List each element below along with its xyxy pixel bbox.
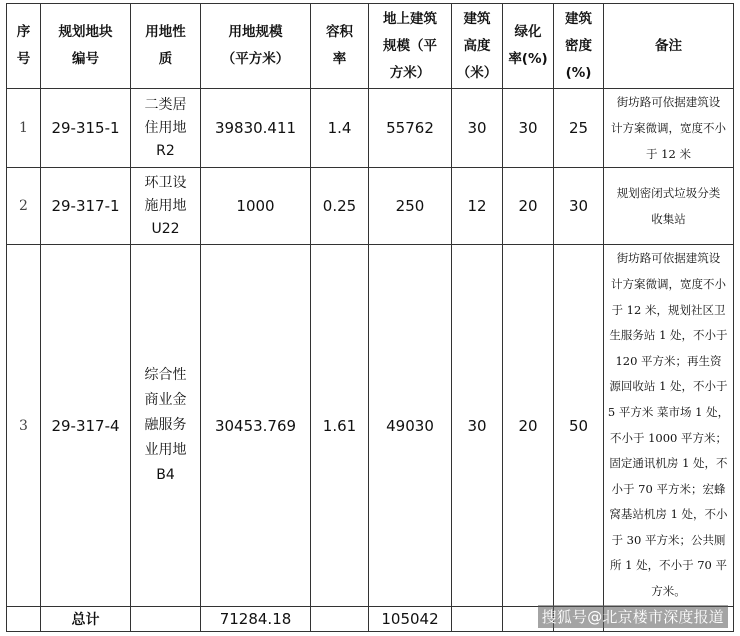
table-row [7, 89, 734, 168]
total-index-cell [7, 607, 41, 632]
total-nature-cell [131, 607, 201, 632]
row-land-use [131, 168, 201, 245]
header-note-label: 备注 [655, 37, 682, 54]
header-green-label: 绿化 率(%) [508, 24, 548, 67]
land-use-line: 商业金 [144, 392, 187, 408]
header-index [7, 4, 41, 89]
table-row [7, 168, 734, 245]
watermark: 搜狐号@北京楼市深度报道 [538, 605, 728, 628]
row-note: 街坊路可依据建筑设 计方案微调，宽度不小 于 12 米 [604, 89, 734, 168]
header-plot-label: 规划地块 编号 [58, 24, 113, 67]
land-plan-table [6, 3, 734, 632]
land-use-line: 住用地 [144, 119, 187, 136]
row-green: 20 [503, 168, 554, 245]
header-far-label: 容积 率 [326, 24, 353, 67]
row-note: 街坊路可依据建筑设 计方案微调，宽度不小 于 12 米，规划社区卫 生服务站 1 处，不小于 120 平方米；再生资 源回收站 1 处，不小于 5 平方米 菜市场 1 处， 不小于 1000 平方米； 固定通讯机房 1 处，不 小于 70 平方米；宏蜂 窝基站机房 1 处，不小 于 30 平方米；公共厕 所 1 处，不小于 70 平 方米。 [604, 245, 734, 607]
row-land-use [131, 89, 201, 168]
total-height-cell [452, 607, 503, 632]
total-gfa: 105042 [369, 607, 452, 632]
header-density-label: 建筑 密度 (%) [565, 10, 592, 81]
row-index: 2 [7, 168, 41, 245]
header-area [201, 4, 311, 89]
total-label: 总计 [41, 607, 131, 632]
total-far-cell [311, 607, 369, 632]
row-area: 1000 [201, 168, 311, 245]
row-index: 3 [7, 245, 41, 607]
row-gfa: 49030 [369, 245, 452, 607]
land-use-line: U22 [151, 220, 180, 237]
row-area: 30453.769 [201, 245, 311, 607]
land-use-line: 综合性 [144, 367, 187, 383]
row-density: 25 [554, 89, 604, 168]
header-density [554, 4, 604, 89]
row-plot-id: 29-315-1 [41, 89, 131, 168]
row-plot-id: 29-317-4 [41, 245, 131, 607]
header-nature [131, 4, 201, 89]
row-height: 30 [452, 89, 503, 168]
header-nature-label: 用地性 质 [145, 24, 186, 67]
land-use-line: 业用地 [144, 442, 187, 458]
row-green: 20 [503, 245, 554, 607]
row-index: 1 [7, 89, 41, 168]
row-far: 0.25 [311, 168, 369, 245]
header-note [604, 4, 734, 89]
row-land-use [131, 245, 201, 607]
row-gfa: 55762 [369, 89, 452, 168]
row-density: 30 [554, 168, 604, 245]
row-green: 30 [503, 89, 554, 168]
header-gfa [369, 4, 452, 89]
total-area: 71284.18 [201, 607, 311, 632]
header-area-label: 用地规模 （平方米） [221, 24, 290, 67]
land-use-line: 环卫设 [144, 174, 187, 191]
header-height-label: 建筑 高度 （米） [456, 10, 498, 81]
land-use-line: 施用地 [144, 197, 187, 214]
row-plot-id: 29-317-1 [41, 168, 131, 245]
row-far: 1.61 [311, 245, 369, 607]
land-use-line: 二类居 [144, 96, 187, 113]
header-index-label: 序 号 [16, 24, 31, 67]
header-plot [41, 4, 131, 89]
row-density: 50 [554, 245, 604, 607]
row-height: 30 [452, 245, 503, 607]
land-use-line: B4 [156, 467, 175, 483]
header-far [311, 4, 369, 89]
row-note: 规划密闭式垃圾分类 收集站 [604, 168, 734, 245]
row-height: 12 [452, 168, 503, 245]
land-use-line: 融服务 [144, 417, 187, 433]
row-area: 39830.411 [201, 89, 311, 168]
header-gfa-label: 地上建筑 规模（平 方米） [383, 10, 437, 81]
header-green [503, 4, 554, 89]
land-use-line: R2 [156, 142, 175, 159]
header-row [7, 4, 734, 89]
row-far: 1.4 [311, 89, 369, 168]
row-gfa: 250 [369, 168, 452, 245]
header-height [452, 4, 503, 89]
table-row [7, 245, 734, 607]
